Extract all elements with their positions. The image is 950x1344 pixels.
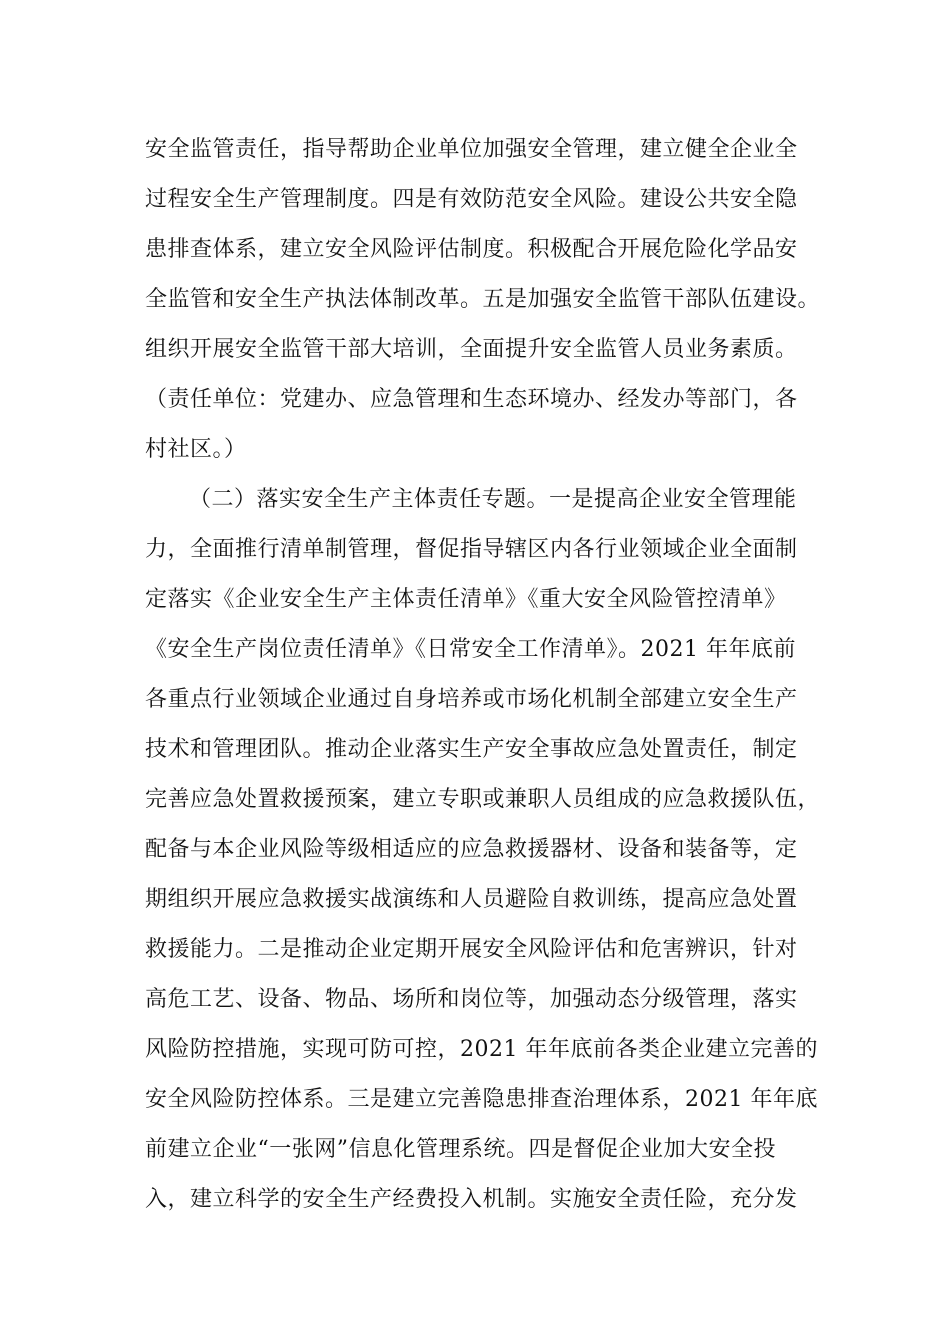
text-line: 全监管和安全生产执法体制改革。五是加强安全监管干部队伍建设。 bbox=[145, 287, 821, 312]
text-line: 力，全面推行清单制管理，督促指导辖区内各行业领域企业全面制 bbox=[145, 537, 798, 562]
text-line: 技术和管理团队。推动企业落实生产安全事故应急处置责任，制定 bbox=[145, 737, 798, 762]
text-line: 完善应急处置救援预案，建立专职或兼职人员组成的应急救援队伍， bbox=[145, 787, 821, 812]
text-line: 各重点行业领域企业通过自身培养或市场化机制全部建立安全生产 bbox=[145, 687, 798, 712]
text-line: 风险防控措施，实现可防可控，2021 年年底前各类企业建立完善的 bbox=[145, 1037, 818, 1062]
text-line: 高危工艺、设备、物品、场所和岗位等，加强动态分级管理，落实 bbox=[145, 987, 798, 1012]
text-line: 组织开展安全监管干部大培训，全面提升安全监管人员业务素质。 bbox=[145, 337, 798, 362]
text-line: 安全风险防控体系。三是建立完善隐患排查治理体系，2021 年年底 bbox=[145, 1087, 818, 1112]
text-line: 安全监管责任，指导帮助企业单位加强安全管理，建立健全企业全 bbox=[145, 137, 798, 162]
text-line: 定落实《企业安全生产主体责任清单》《重大安全风险管控清单》 bbox=[145, 587, 787, 612]
text-line: 救援能力。二是推动企业定期开展安全风险评估和危害辨识，针对 bbox=[145, 937, 798, 962]
text-line: 过程安全生产管理制度。四是有效防范安全风险。建设公共安全隐 bbox=[145, 187, 798, 212]
text-line: 前建立企业“一张网”信息化管理系统。四是督促企业加大安全投 bbox=[145, 1137, 776, 1162]
text-line: 期组织开展应急救援实战演练和人员避险自救训练，提高应急处置 bbox=[145, 887, 798, 912]
text-line: 患排查体系，建立安全风险评估制度。积极配合开展危险化学品安 bbox=[145, 237, 798, 262]
section-heading-line: （二）落实安全生产主体责任专题。一是提高企业安全管理能 bbox=[189, 487, 797, 512]
text-line: 配备与本企业风险等级相适应的应急救援器材、设备和装备等，定 bbox=[145, 837, 798, 862]
text-line: 《安全生产岗位责任清单》《日常安全工作清单》。2021 年年底前 bbox=[145, 637, 796, 662]
text-line: 村社区。） bbox=[145, 437, 247, 462]
text-line: 入，建立科学的安全生产经费投入机制。实施安全责任险，充分发 bbox=[145, 1187, 798, 1212]
text-line: （责任单位：党建办、应急管理和生态环境办、经发办等部门，各 bbox=[145, 387, 798, 412]
